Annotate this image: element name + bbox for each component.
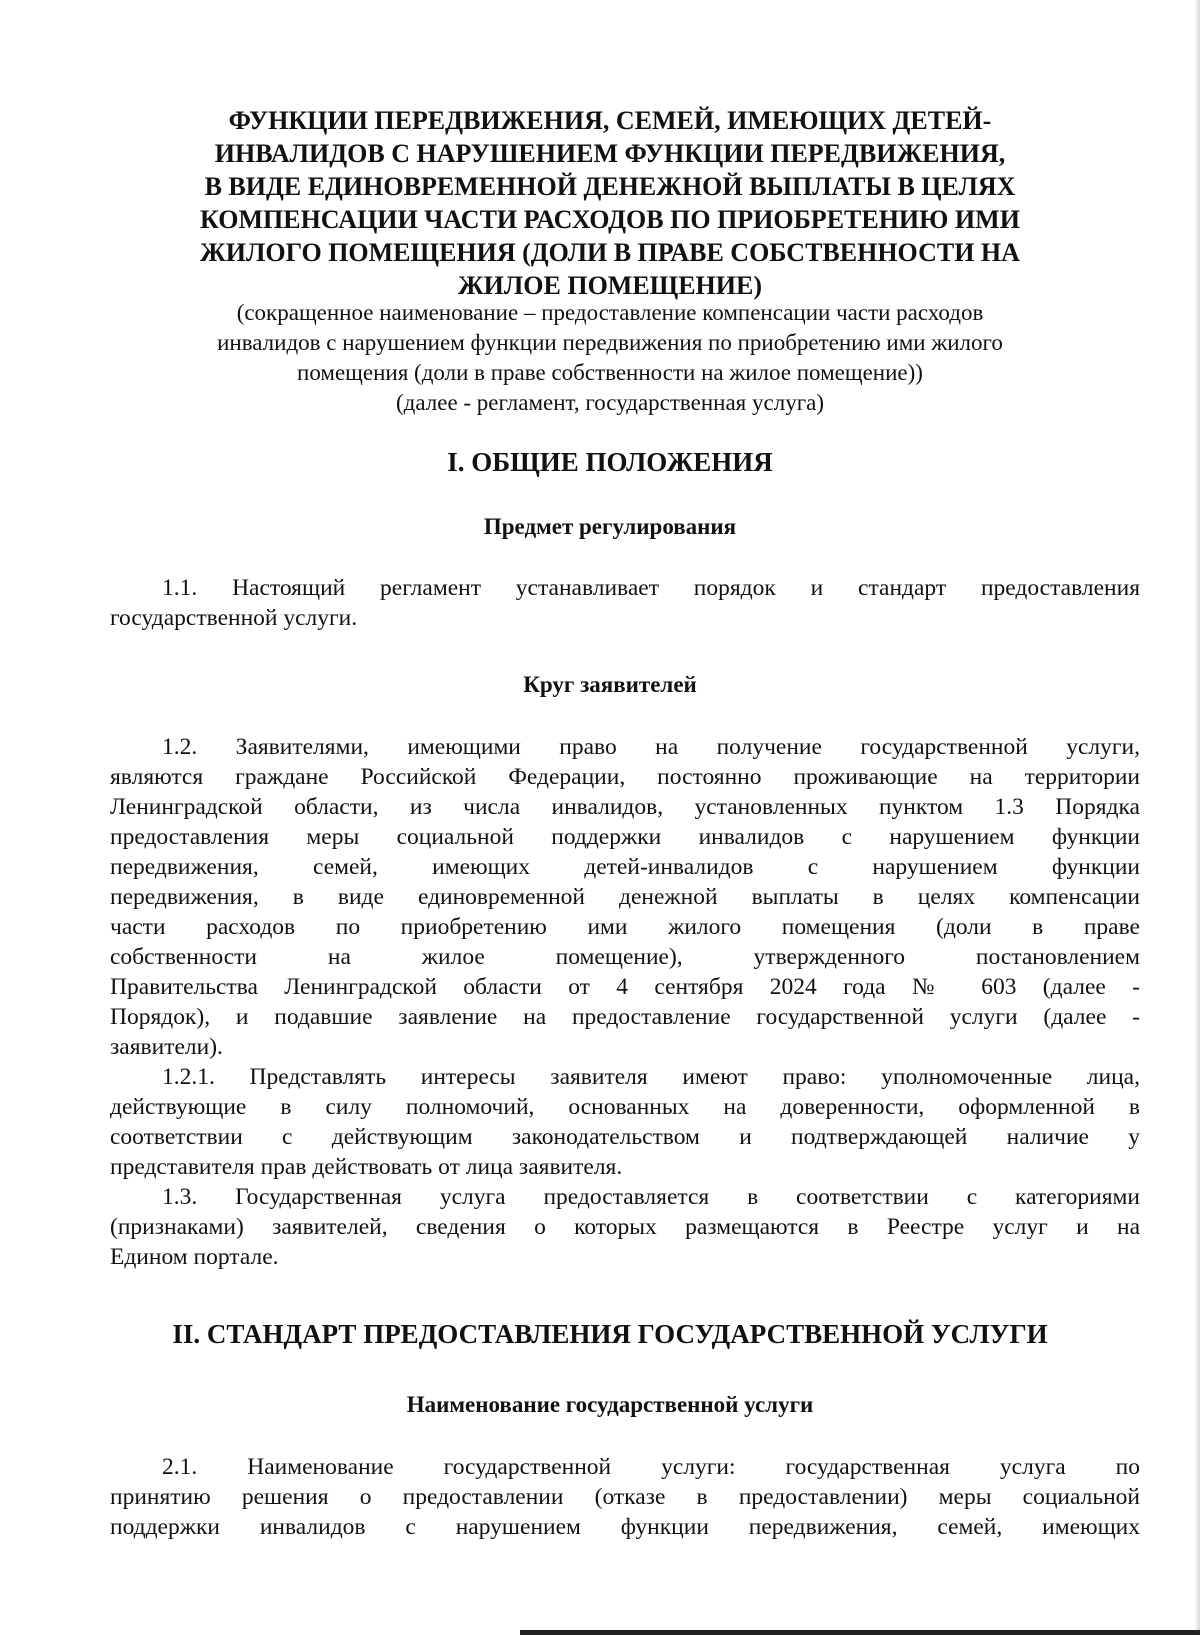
paragraph-line: действующие в силу полномочий, основанных на доверенности, оформленной в (110, 1094, 1140, 1120)
paragraph-line: 1.3. Государственная услуга предоставляется в соответствии с категориями (162, 1184, 1140, 1210)
scan-bottom-edge (520, 1630, 1200, 1635)
paragraph-line: 1.1. Настоящий регламент устанавливает порядок и стандарт предоставления (162, 575, 1140, 601)
document-title (110, 104, 1110, 302)
paragraph-line: 1.2. Заявителями, имеющими право на получение государственной услуги, (162, 734, 1140, 760)
paragraph-1-2-1 (110, 1062, 1140, 1182)
paragraph-line: Ленинградской области, из числа инвалидов, установленных пунктом 1.3 Порядка (110, 794, 1140, 820)
paragraph-1-1 (110, 573, 1140, 633)
paragraph-1-3 (110, 1182, 1140, 1272)
subsection-heading: Круг заявителей (523, 672, 697, 697)
subtitle-line: помещения (доли в праве собственности на жилое помещение)) (297, 360, 923, 385)
paragraph-line: принятию решения о предоставлении (отказе в предоставлении) меры социальной (110, 1484, 1140, 1510)
paragraph-line: предоставления меры социальной поддержки инвалидов с нарушением функции (110, 824, 1140, 850)
title-line: КОМПЕНСАЦИИ ЧАСТИ РАСХОДОВ ПО ПРИОБРЕТЕНИЮ ИМИ (200, 205, 1020, 234)
paragraph-line: 1.2.1. Представлять интересы заявителя имеют право: уполномоченные лица, (162, 1064, 1140, 1090)
paragraph-line: заявители). (110, 1034, 223, 1060)
paragraph-line: (признаками) заявителей, сведения о которых размещаются в Реестре услуг и на (110, 1214, 1140, 1240)
subtitle-line: инвалидов с нарушением функции передвижения по приобретению ими жилого (217, 330, 1003, 355)
paragraph-line: собственности на жилое помещение), утвержденного постановлением (110, 944, 1140, 970)
subtitle-line: (сокращенное наименование – предоставление компенсации части расходов (236, 300, 984, 325)
section-heading: I. ОБЩИЕ ПОЛОЖЕНИЯ (447, 447, 773, 477)
paragraph-line: передвижения, в виде единовременной денежной выплаты в целях компенсации (110, 884, 1140, 910)
subsection-heading: Наименование государственной услуги (406, 1392, 814, 1417)
paragraph-1-2 (110, 732, 1140, 1062)
scan-edge-shadow (1194, 0, 1200, 1635)
paragraph-line: Порядок), и подавшие заявление на предоставление государственной услуги (далее - (110, 1004, 1140, 1030)
section-heading: II. СТАНДАРТ ПРЕДОСТАВЛЕНИЯ ГОСУДАРСТВЕННОЙ УСЛУГИ (172, 1319, 1048, 1349)
subsection-heading: Предмет регулирования (483, 514, 737, 539)
paragraph-2-1 (110, 1452, 1140, 1542)
paragraph-line: представителя прав действовать от лица заявителя. (110, 1154, 623, 1180)
paragraph-line: Правительства Ленинградской области от 4 сентября 2024 года № 603 (далее - (110, 974, 1140, 1000)
paragraph-line: поддержки инвалидов с нарушением функции передвижения, семей, имеющих (110, 1514, 1140, 1540)
paragraph-line: Едином портале. (110, 1244, 279, 1270)
paragraph-line: государственной услуги. (110, 605, 358, 631)
title-line: ЖИЛОЕ ПОМЕЩЕНИЕ) (457, 271, 763, 300)
title-line: ИНВАЛИДОВ С НАРУШЕНИЕМ ФУНКЦИИ ПЕРЕДВИЖЕНИЯ, (214, 139, 1006, 168)
title-line: ФУНКЦИИ ПЕРЕДВИЖЕНИЯ, СЕМЕЙ, ИМЕЮЩИХ ДЕТЕЙ- (228, 106, 992, 135)
paragraph-line: 2.1. Наименование государственной услуги: государственная услуга по (162, 1454, 1140, 1480)
title-line: В ВИДЕ ЕДИНОВРЕМЕННОЙ ДЕНЕЖНОЙ ВЫПЛАТЫ В ЦЕЛЯХ (204, 172, 1016, 201)
paragraph-line: передвижения, семей, имеющих детей-инвалидов с нарушением функции (110, 854, 1140, 880)
document-subtitle (110, 298, 1110, 418)
paragraph-line: части расходов по приобретению ими жилого помещения (доли в праве (110, 914, 1140, 940)
paragraph-line: соответствии с действующим законодательством и подтверждающей наличие у (110, 1124, 1140, 1150)
title-line: ЖИЛОГО ПОМЕЩЕНИЯ (ДОЛИ В ПРАВЕ СОБСТВЕННОСТИ НА (200, 238, 1020, 267)
paragraph-line: являются граждане Российской Федерации, постоянно проживающие на территории (110, 764, 1140, 790)
subtitle-line: (далее - регламент, государственная услуга) (395, 390, 824, 415)
